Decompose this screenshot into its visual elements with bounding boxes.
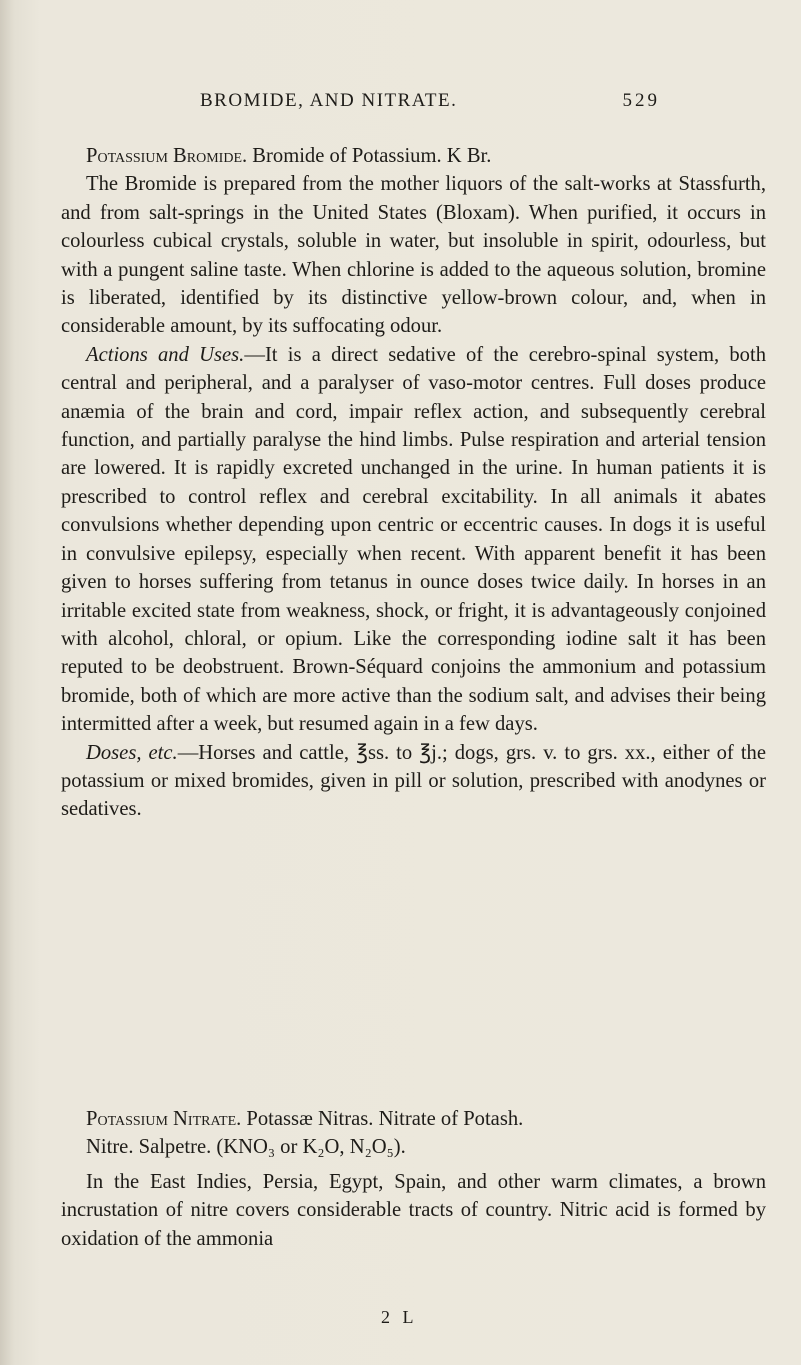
nitrate-heading: Potassium Nitrate.: [86, 1108, 242, 1130]
bromide-actions-paragraph: [61, 341, 766, 739]
nitrate-synonyms-1: Potassæ Nitras. Nitrate of Potash.: [241, 1108, 524, 1130]
doses-text: —Horses and cattle, ℥ss. to ℥j.; dogs, grs. v. to grs. xx., either of the potassium or mixed bromides, given in pill or solution, prescribed with anodynes or sedatives.: [61, 741, 766, 821]
signature-mark: 2 L: [381, 1307, 418, 1327]
section-potassium-bromide: [61, 142, 766, 824]
bromide-title-line: [61, 142, 766, 170]
bromide-description-paragraph: The Bromide is prepared from the mother liquors of the salt-works at Stassfurth, and from salt-springs in the United States (Bloxam). When purified, it occurs in colourless cubical crystals, soluble in water, but insoluble in spirit, odourless, but with a pungent saline taste. When chlorine is added to the aqueous solution, bromine is liberated, identified by its distinctive yellow-brown colour, and, when in considerable amount, by its suffocating odour.: [61, 173, 766, 338]
section-potassium-nitrate: [61, 1105, 766, 1253]
actions-uses-label: Actions and Uses.: [86, 343, 245, 366]
bromide-synonyms: Bromide of Potassium. K Br.: [247, 145, 492, 167]
running-title: BROMIDE, AND NITRATE.: [200, 90, 458, 111]
bromide-doses-paragraph: [61, 739, 766, 824]
actions-uses-text: —It is a direct sedative of the cerebro-spinal system, both central and peripheral, and a paralyser of vaso-motor centres. Full doses produce anæmia of the brain and cord, impair reflex action, and subsequently cerebral function, and partially paralyse the hind limbs. Pulse respiration and arterial tension are lowered. It is rapidly excreted unchanged in the urine. In human patients it is prescribed to control reflex and cerebral excitability. In all animals it abates convulsions whether depending upon centric or eccentric causes. In dogs it is useful in convulsive epilepsy, especially when recent. With apparent benefit it has been given to horses suffering from tetanus in ounce doses twice daily. In horses in an irritable excited state from weakness, shock, or fright, it is advantageously conjoined with alcohol, chloral, or opium. Like the corresponding iodine salt it has been reputed to be deobstruent. Brown-Séquard conjoins the ammonium and potassium bromide, both of which are more active than the sodium salt, and advises their being intermitted after a week, but resumed again in a few days.: [61, 343, 766, 736]
page-number: 529: [622, 90, 660, 111]
nitrate-paragraph: In the East Indies, Persia, Egypt, Spain, and other warm climates, a brown incrustation of nitre covers considerable tracts of country. Nitric acid is formed by oxidation of the ammonia: [61, 1170, 766, 1250]
doses-label: Doses, etc.: [86, 741, 178, 764]
nitrate-title-line: [61, 1105, 766, 1133]
bromide-heading: Potassium Bromide.: [86, 145, 248, 167]
running-header: [200, 90, 660, 112]
nitrate-synonyms-2: Nitre. Salpetre. (KNO₃ or K₂O, N₂O₅).: [86, 1136, 406, 1159]
